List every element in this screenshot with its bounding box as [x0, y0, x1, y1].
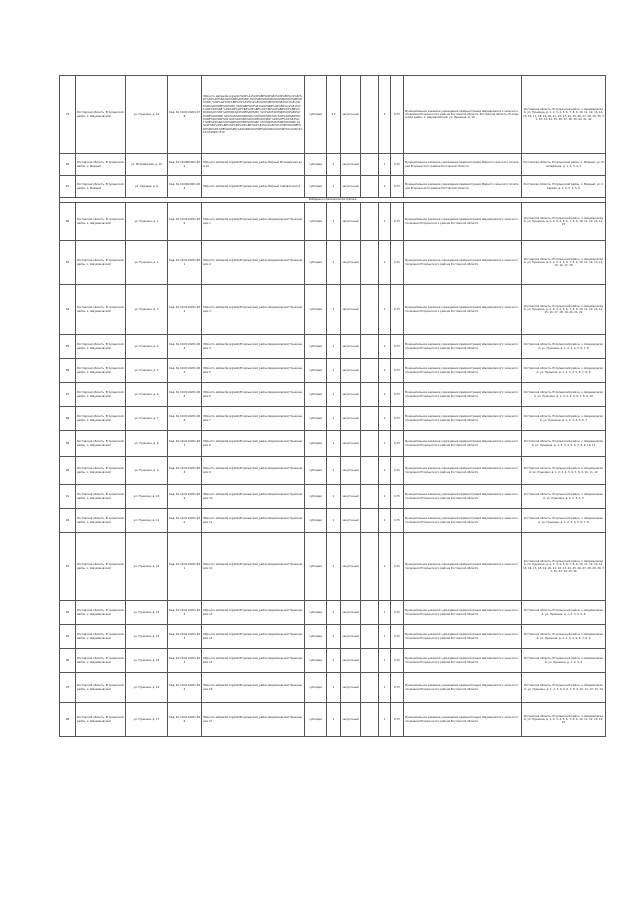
- ratio-cell: 0,75: [391, 176, 404, 198]
- notes-cell: Муниципальное казённое учреждение Администрация Мирного сельского поселения Егорлыкского района Ростовской области: [404, 154, 522, 176]
- cadastral-cell: Кад. 61:10:0110201:481: [168, 241, 202, 285]
- type-cell: субсидия: [305, 431, 327, 457]
- details-cell: Ростовская область, Егорлыкский район, х. Шаумяновский, ул. Пушкина, д. 1, 2, 3, 4, 5, 6, 7, 8, 9, 10, 11, 12, 13, 14, 15: [522, 703, 606, 737]
- table-row: [60, 203, 606, 241]
- details-cell: Ростовская область, Егорлыкский район, х. Шаумяновский, ул. Пушкина, д. 1, 2, 3, 4, 5, 6, 7: [522, 407, 606, 431]
- cadastral-cell: Кад. 61:10:0110201:494: [168, 649, 202, 673]
- blank-cell: [361, 285, 379, 335]
- cadastral-cell: Кад. 61:10:0110201:495: [168, 673, 202, 703]
- type-cell: субсидия: [305, 533, 327, 601]
- row-number: 80: [60, 154, 76, 176]
- value-cell: 1: [379, 407, 391, 431]
- blank-cell: [361, 203, 379, 241]
- details-cell: Ростовская область, Егорлыкский район, х. Шаумяновский, ул. Пушкина, д. 1, 2, 3, 4, 5, 6, 7, 8, 9, 10, 11, 12: [522, 457, 606, 485]
- kind-cell: закупочный: [341, 509, 361, 533]
- notes-cell: Муниципальное казённое учреждение Администрация Шаумяновского сельского поселения Егорлыкского района Ростовской области: [404, 625, 522, 649]
- ratio-cell: 0,75: [391, 649, 404, 673]
- owner-cell: Ростовская область, Егорлыкский район, х. Шаумяновский: [76, 241, 126, 285]
- blank-cell: [361, 76, 379, 154]
- table-row: [60, 457, 606, 485]
- address-cell: ул. Пушкина, д. 9: [126, 457, 168, 485]
- cadastral-cell: Кад. 61:10:0110201:479: [168, 76, 202, 154]
- owner-cell: Ростовская область, Егорлыкский район, х. Шаумяновский: [76, 203, 126, 241]
- blank-cell: [361, 335, 379, 359]
- table-row: [60, 673, 606, 703]
- value-cell: 1: [379, 285, 391, 335]
- link-cell[interactable]: https://ru.wikipedia.org/wiki/Егорлыкский_район Мирный Молодёжная дом 10: [202, 154, 305, 176]
- notes-cell: Муниципальное казённое учреждение Администрация Шаумяновского сельского поселения Егорлыкского района Ростовской области: [404, 383, 522, 407]
- link-cell[interactable]: https://ru.wikipedia.org/wiki/Егорлыкский_район Шаумяновский Пушкина дом 3: [202, 285, 305, 335]
- link-cell[interactable]: https://ru.wikipedia.org/wiki/%D0%A1%D0%BE%D0%B2%D0%B5%D1%82%D1%81%D0%BA%D0%B8%D0%B9_%D1%80%D0%B0%D0%B9%D0%BE%D0%BD_%D0%A0%D0%BE%D1%81%D1%82%D0%BE%D0%B2%D1%81%D0%BA%D0%BE%D0%B9_%D0%BE%D0%B1%D0%BB%D0%B0%D1%81%D1%82%D0%B8 %D0%95%D0%B3%D0%BE%D1%80%D0%BB%D1%8B%D0%BA%D1%81%D0%BA%D0%B8%D0%B9_%D1%80%D0%B0%D0%B9%D0%BE%D0%BD %D0%A8%D0%B0%D1%83%D0%BC%D1%8F%D0%BD%D0%BE%D0%B2%D1%81%D0%BA%D0%B8%D0%B9 %D0%9F%D1%83%D1%88%D0%BA%D0%B8%D0%BD%D0%B0 %D0%B4%D0%BE%D0%BC 10 %D0%BA%D0%B0%D0%B4%D0%B0%D1%81%D1%82%D1%80%D0%BE%D0%B2%D1%8B%D0%B9 %D0%BD%D0%BE%D0%BC%D0%B5%D1%80 61:10:0110201:479: [202, 76, 305, 154]
- kind-cell: закупочный: [341, 703, 361, 737]
- owner-cell: Ростовская область, Егорлыкский район, х. Шаумяновский: [76, 457, 126, 485]
- kind-cell: закупочный: [341, 431, 361, 457]
- row-number: 85: [60, 335, 76, 359]
- details-cell: Ростовская область, Егорлыкский район, х. Шаумяновский, ул. Пушкина, д. 1, 2, 3, 4, 5, 6, 7, 8, 9, 10, 11, 12, 13, 14, 15, 16, 17, 18, 19, 20, 21, 22, 23, 24, 25, 26, 27, 28, 29, 30, 31, 32, 33, 34, 35, 36, 37, 38, 39, 40, 41, 42: [522, 76, 606, 154]
- ratio-cell: 0,75: [391, 203, 404, 241]
- link-cell[interactable]: https://ru.wikipedia.org/wiki/Егорлыкский_район Шаумяновский Пушкина дом 15: [202, 649, 305, 673]
- type-cell: субсидия: [305, 176, 327, 198]
- owner-cell: Ростовская область, Егорлыкский район, х. Шаумяновский: [76, 407, 126, 431]
- link-cell[interactable]: https://ru.wikipedia.org/wiki/Егорлыкский_район Шаумяновский Пушкина дом 7: [202, 407, 305, 431]
- type-cell: субсидия: [305, 649, 327, 673]
- ratio-cell: 0,75: [391, 359, 404, 383]
- cadastral-cell: Кад. 61:10:0600001:482: [168, 154, 202, 176]
- owner-cell: Ростовская область, Егорлыкский район, х. Шаумяновский: [76, 285, 126, 335]
- value-cell: 1: [379, 673, 391, 703]
- owner-cell: Ростовская область, Егорлыкский район, х. Шаумяновский: [76, 703, 126, 737]
- address-cell: ул. Пушкина, д. 14: [126, 625, 168, 649]
- blank-cell: [361, 509, 379, 533]
- value-cell: 1: [379, 176, 391, 198]
- notes-cell: Муниципальное казённое учреждение Администрация Шаумяновского сельского поселения Егорлыкского района Ростовской области: [404, 285, 522, 335]
- address-cell: ул. Пушкина, д. 3: [126, 285, 168, 335]
- ratio-cell: 0,75: [391, 601, 404, 625]
- details-cell: Ростовская область, Егорлыкский район, х. Шаумяновский, ул. Пушкина, д. 1, 2, 3, 4, 5, 6, 7, 8, 9, 10, 11, 12, 13, 14: [522, 673, 606, 703]
- table-row: [60, 76, 606, 154]
- notes-cell: Муниципальное казённое учреждение Администрация Шаумяновского сельского поселения Егорлыкского района Ростовской области: [404, 241, 522, 285]
- table-row: [60, 335, 606, 359]
- address-cell: ул. Пушкина, д. 12: [126, 533, 168, 601]
- details-cell: Ростовская область, Егорлыкский район, х. Шаумяновский, ул. Пушкина, д. 1, 2, 3, 4, 5, 6, 7, 8, 9, 10, 11, 12, 13, 14, 15, 16, 17, 18, 19, 20, 21, 22, 23, 24, 25, 26, 27, 28, 29, 30, 31, 32, 33, 34, 35, 36: [522, 533, 606, 601]
- details-cell: Ростовская область, Егорлыкский район, х. Шаумяновский, ул. Пушкина, д. 1, 2, 3, 4, 5, 6, 7, 8, 9: [522, 359, 606, 383]
- blank-cell: [361, 673, 379, 703]
- value-cell: 1: [379, 649, 391, 673]
- table-row: [60, 509, 606, 533]
- row-number: 89: [60, 431, 76, 457]
- address-cell: ул. Пушкина, д. 2: [126, 241, 168, 285]
- count-cell: 1: [327, 407, 341, 431]
- kind-cell: закупочный: [341, 533, 361, 601]
- cadastral-cell: Кад. 61:10:0110201:492: [168, 601, 202, 625]
- owner-cell: Ростовская область, Егорлыкский район, х. Шаумяновский: [76, 485, 126, 509]
- kind-cell: закупочный: [341, 601, 361, 625]
- blank-cell: [361, 154, 379, 176]
- details-cell: Ростовская область, Егорлыкский район, х. Шаумяновский, ул. Пушкина, д. 1, 2, 3, 4, 5, 6: [522, 601, 606, 625]
- blank-cell: [361, 485, 379, 509]
- notes-cell: Муниципальное казённое учреждение Администрация Шаумяновского сельского поселения Егорлыкского района Ростовской области, Ростовская область, Егорлыкский район, х. Шаумяновский, ул. Пушкина, д. 10: [404, 76, 522, 154]
- cadastral-cell: Кад. 61:10:0600001:483: [168, 176, 202, 198]
- owner-cell: Ростовская область, Егорлыкский район, х. Шаумяновский: [76, 383, 126, 407]
- owner-cell: Ростовская область, Егорлыкский район, х. Шаумяновский: [76, 601, 126, 625]
- ratio-cell: 0,75: [391, 431, 404, 457]
- address-cell: ул. Пушкина, д. 1: [126, 203, 168, 241]
- value-cell: 1: [379, 203, 391, 241]
- owner-cell: Ростовская область, Егорлыкский район, х. Мирный: [76, 154, 126, 176]
- notes-cell: Муниципальное казённое учреждение Администрация Мирного сельского поселения Егорлыкского района Ростовской области: [404, 176, 522, 198]
- ratio-cell: 0,75: [391, 241, 404, 285]
- kind-cell: закупочный: [341, 76, 361, 154]
- link-cell[interactable]: https://ru.wikipedia.org/wiki/Егорлыкский_район Шаумяновский Пушкина дом 12: [202, 533, 305, 601]
- address-cell: ул. Пушкина, д. 8: [126, 431, 168, 457]
- type-cell: субсидия: [305, 485, 327, 509]
- details-cell: Ростовская область, Егорлыкский район, х. Шаумяновский, ул. Пушкина, д. 1, 2, 3, 4, 5, 6, 7, 8, 9, 10, 11, 12, 13, 14, 15, 16, 17, 18, 19, 20, 21, 22: [522, 285, 606, 335]
- details-cell: Ростовская область, Егорлыкский район, х. Мирный, ул. Молодёжная, д. 1, 2, 3, 4, 5: [522, 154, 606, 176]
- cadastral-cell: Кад. 61:10:0110201:488: [168, 457, 202, 485]
- table-row: [60, 431, 606, 457]
- link-cell[interactable]: https://ru.wikipedia.org/wiki/Егорлыкский_район Шаумяновский Пушкина дом 16: [202, 673, 305, 703]
- address-cell: ул. Пушкина, д. 11: [126, 509, 168, 533]
- type-cell: субсидия: [305, 154, 327, 176]
- blank-cell: [361, 359, 379, 383]
- blank-cell: [361, 703, 379, 737]
- blank-cell: [361, 383, 379, 407]
- count-cell: 1: [327, 509, 341, 533]
- link-cell[interactable]: https://ru.wikipedia.org/wiki/Егорлыкский_район Шаумяновский Пушкина дом 8: [202, 431, 305, 457]
- count-cell: 1: [327, 335, 341, 359]
- value-cell: 1: [379, 601, 391, 625]
- ratio-cell: 0,75: [391, 154, 404, 176]
- table-row: [60, 533, 606, 601]
- value-cell: 1: [379, 625, 391, 649]
- table-row: [60, 383, 606, 407]
- count-cell: 1: [327, 154, 341, 176]
- kind-cell: закупочный: [341, 457, 361, 485]
- kind-cell: закупочный: [341, 285, 361, 335]
- notes-cell: Муниципальное казённое учреждение Администрация Шаумяновского сельского поселения Егорлыкского района Ростовской области: [404, 649, 522, 673]
- count-cell: 1: [327, 285, 341, 335]
- table-row: [60, 601, 606, 625]
- notes-cell: Муниципальное казённое учреждение Администрация Шаумяновского сельского поселения Егорлыкского района Ростовской области: [404, 407, 522, 431]
- registry-table: [59, 75, 606, 737]
- link-cell[interactable]: https://ru.wikipedia.org/wiki/Егорлыкский_район Шаумяновский Пушкина дом 9: [202, 457, 305, 485]
- type-cell: субсидия: [305, 407, 327, 431]
- value-cell: 1: [379, 154, 391, 176]
- count-cell: 1: [327, 485, 341, 509]
- cadastral-cell: Кад. 61:10:0110201:489: [168, 485, 202, 509]
- notes-cell: Муниципальное казённое учреждение Администрация Шаумяновского сельского поселения Егорлыкского района Ростовской области: [404, 673, 522, 703]
- row-number: 84: [60, 285, 76, 335]
- blank-cell: [361, 601, 379, 625]
- kind-cell: закупочный: [341, 241, 361, 285]
- details-cell: Ростовская область, Егорлыкский район, х. Шаумяновский, ул. Пушкина, д. 1, 2, 3, 4, 5, 6, 7, 8, 9, 10, 11, 12, 13, 14, 15, 16, 17, 18: [522, 241, 606, 285]
- details-cell: Ростовская область, Егорлыкский район, х. Шаумяновский, ул. Пушкина, д. 1, 2, 3, 4, 5, 6, 7, 8, 9, 10, 11: [522, 431, 606, 457]
- address-cell: ул. Пушкина, д. 10: [126, 76, 168, 154]
- address-cell: ул. Пушкина, д. 10: [126, 485, 168, 509]
- cadastral-cell: Кад. 61:10:0110201:484: [168, 359, 202, 383]
- row-number: 83: [60, 241, 76, 285]
- kind-cell: закупочный: [341, 625, 361, 649]
- blank-cell: [361, 407, 379, 431]
- table-row: [60, 285, 606, 335]
- type-cell: субсидия: [305, 601, 327, 625]
- count-cell: 1: [327, 457, 341, 485]
- value-cell: 1: [379, 509, 391, 533]
- value-cell: 1: [379, 383, 391, 407]
- kind-cell: закупочный: [341, 383, 361, 407]
- value-cell: 1: [379, 241, 391, 285]
- link-cell[interactable]: https://ru.wikipedia.org/wiki/Егорлыкский_район Шаумяновский Пушкина дом 4: [202, 335, 305, 359]
- value-cell: 1: [379, 431, 391, 457]
- link-cell[interactable]: https://ru.wikipedia.org/wiki/Егорлыкский_район Шаумяновский Пушкина дом 17: [202, 703, 305, 737]
- count-cell: 1: [327, 359, 341, 383]
- type-cell: субсидия: [305, 203, 327, 241]
- blank-cell: [361, 649, 379, 673]
- row-number: 97: [60, 673, 76, 703]
- kind-cell: закупочный: [341, 154, 361, 176]
- count-cell: 1: [327, 533, 341, 601]
- address-cell: ул. Пушкина, д. 6: [126, 383, 168, 407]
- count-cell: 1: [327, 649, 341, 673]
- type-cell: субсидия: [305, 383, 327, 407]
- notes-cell: Муниципальное казённое учреждение Администрация Шаумяновского сельского поселения Егорлыкского района Ростовской области: [404, 335, 522, 359]
- ratio-cell: 0,75: [391, 533, 404, 601]
- owner-cell: Ростовская область, Егорлыкский район, х. Шаумяновский: [76, 649, 126, 673]
- details-cell: Ростовская область, Егорлыкский район, х. Шаумяновский, ул. Пушкина, д. 1, 2, 3, 4, 5: [522, 485, 606, 509]
- owner-cell: Ростовская область, Егорлыкский район, х. Шаумяновский: [76, 359, 126, 383]
- ratio-cell: 0,75: [391, 457, 404, 485]
- count-cell: 1: [327, 703, 341, 737]
- address-cell: ул. Пушкина, д. 13: [126, 601, 168, 625]
- blank-cell: [361, 431, 379, 457]
- kind-cell: закупочный: [341, 359, 361, 383]
- kind-cell: закупочный: [341, 203, 361, 241]
- owner-cell: Ростовская область, Егорлыкский район, х. Мирный: [76, 176, 126, 198]
- type-cell: субсидия: [305, 509, 327, 533]
- value-cell: 3: [379, 76, 391, 154]
- notes-cell: Муниципальное казённое учреждение Администрация Шаумяновского сельского поселения Егорлыкского района Ростовской области: [404, 485, 522, 509]
- ratio-cell: 0,75: [391, 76, 404, 154]
- address-cell: ул. Пушкина, д. 7: [126, 407, 168, 431]
- blank-cell: [361, 625, 379, 649]
- owner-cell: Ростовская область, Егорлыкский район, х. Шаумяновский: [76, 335, 126, 359]
- table-row: [60, 703, 606, 737]
- notes-cell: Муниципальное казённое учреждение Администрация Шаумяновского сельского поселения Егорлыкского района Ростовской области: [404, 457, 522, 485]
- kind-cell: закупочный: [341, 176, 361, 198]
- address-cell: ул. Садовая, д. 6: [126, 176, 168, 198]
- row-number: 79: [60, 76, 76, 154]
- ratio-cell: 0,75: [391, 383, 404, 407]
- type-cell: субсидия: [305, 457, 327, 485]
- link-cell[interactable]: https://ru.wikipedia.org/wiki/Егорлыкский_район Шаумяновский Пушкина дом 11: [202, 509, 305, 533]
- address-cell: ул. Пушкина, д. 15: [126, 649, 168, 673]
- address-cell: ул. Молодёжная, д. 10: [126, 154, 168, 176]
- details-cell: Ростовская область, Егорлыкский район, х. Шаумяновский, ул. Пушкина, д. 1, 2, 3, 4, 5, 6, 7, 8, 9, 10: [522, 383, 606, 407]
- owner-cell: Ростовская область, Егорлыкский район, х. Шаумяновский: [76, 509, 126, 533]
- notes-cell: Муниципальное казённое учреждение Администрация Шаумяновского сельского поселения Егорлыкского района Ростовской области: [404, 601, 522, 625]
- type-cell: субсидия: [305, 359, 327, 383]
- link-cell[interactable]: https://ru.wikipedia.org/wiki/Егорлыкский_район Шаумяновский Пушкина дом 10: [202, 485, 305, 509]
- blank-cell: [361, 176, 379, 198]
- row-number: 88: [60, 407, 76, 431]
- row-number: 90: [60, 457, 76, 485]
- type-cell: субсидия: [305, 335, 327, 359]
- row-number: 91: [60, 485, 76, 509]
- count-cell: 4,2: [327, 76, 341, 154]
- table-row: [60, 241, 606, 285]
- type-cell: субсидия: [305, 703, 327, 737]
- count-cell: 1: [327, 625, 341, 649]
- row-number: 86: [60, 359, 76, 383]
- notes-cell: Муниципальное казённое учреждение Администрация Шаумяновского сельского поселения Егорлыкского района Ростовской области: [404, 203, 522, 241]
- cadastral-cell: Кад. 61:10:0110201:496: [168, 703, 202, 737]
- type-cell: субсидия: [305, 285, 327, 335]
- details-cell: Ростовская область, Егорлыкский район, х. Шаумяновский, ул. Пушкина, д. 1, 2, 3, 4, 5, 6, 7, 8: [522, 335, 606, 359]
- details-cell: Ростовская область, Егорлыкский район, х. Шаумяновский, ул. Пушкина, д. 1, 2, 3, 4: [522, 649, 606, 673]
- kind-cell: закупочный: [341, 649, 361, 673]
- notes-cell: Муниципальное казённое учреждение Администрация Шаумяновского сельского поселения Егорлыкского района Ростовской области: [404, 359, 522, 383]
- cadastral-cell: Кад. 61:10:0110201:486: [168, 407, 202, 431]
- ratio-cell: 0,75: [391, 485, 404, 509]
- cadastral-cell: Кад. 61:10:0110201:490: [168, 509, 202, 533]
- kind-cell: закупочный: [341, 485, 361, 509]
- cadastral-cell: Кад. 61:10:0110201:487: [168, 431, 202, 457]
- cadastral-cell: Кад. 61:10:0110201:485: [168, 383, 202, 407]
- table-row: [60, 625, 606, 649]
- link-cell[interactable]: https://ru.wikipedia.org/wiki/Егорлыкский_район Шаумяновский Пушкина дом 2: [202, 241, 305, 285]
- owner-cell: Ростовская область, Егорлыкский район, х. Шаумяновский: [76, 76, 126, 154]
- table-row: [60, 649, 606, 673]
- address-cell: ул. Пушкина, д. 17: [126, 703, 168, 737]
- cadastral-cell: Кад. 61:10:0110201:482: [168, 285, 202, 335]
- count-cell: 1: [327, 431, 341, 457]
- row-number: 96: [60, 649, 76, 673]
- address-cell: ул. Пушкина, д. 16: [126, 673, 168, 703]
- kind-cell: закупочный: [341, 407, 361, 431]
- row-number: 82: [60, 203, 76, 241]
- row-number: 92: [60, 509, 76, 533]
- blank-cell: [361, 533, 379, 601]
- details-cell: Ростовская область, Егорлыкский район, х. Шаумяновский, ул. Пушкина, д. 1, 2, 3, 4, 5, 6, 7, 8, 9, 10, 11, 12, 13, 14, 15: [522, 203, 606, 241]
- count-cell: 1: [327, 673, 341, 703]
- ratio-cell: 0,75: [391, 625, 404, 649]
- address-cell: ул. Пушкина, д. 5: [126, 359, 168, 383]
- details-cell: Ростовская область, Егорлыкский район, х. Шаумяновский, ул. Пушкина, д. 1, 2, 3, 4, 5, 6, 7, 8: [522, 509, 606, 533]
- blank-cell: [361, 241, 379, 285]
- notes-cell: Муниципальное казённое учреждение Администрация Шаумяновского сельского поселения Егорлыкского района Ростовской области: [404, 703, 522, 737]
- row-number: 95: [60, 625, 76, 649]
- link-cell[interactable]: https://ru.wikipedia.org/wiki/Егорлыкский_район Шаумяновский Пушкина дом 1: [202, 203, 305, 241]
- owner-cell: Ростовская область, Егорлыкский район, х. Шаумяновский: [76, 625, 126, 649]
- value-cell: 1: [379, 457, 391, 485]
- ratio-cell: 0,75: [391, 285, 404, 335]
- address-cell: ул. Пушкина, д. 4: [126, 335, 168, 359]
- section-label: Кабардинско-Балкарская Республика: [60, 198, 606, 203]
- value-cell: 1: [379, 485, 391, 509]
- row-number: 98: [60, 703, 76, 737]
- ratio-cell: 0,75: [391, 335, 404, 359]
- cadastral-cell: Кад. 61:10:0110201:491: [168, 533, 202, 601]
- link-cell[interactable]: https://ru.wikipedia.org/wiki/Егорлыкский_район Мирный Садовая дом 6: [202, 176, 305, 198]
- row-number: 93: [60, 533, 76, 601]
- count-cell: 1: [327, 203, 341, 241]
- table-body: [60, 76, 606, 737]
- row-number: 94: [60, 601, 76, 625]
- ratio-cell: 0,75: [391, 673, 404, 703]
- count-cell: 1: [327, 601, 341, 625]
- ratio-cell: 0,75: [391, 703, 404, 737]
- value-cell: 1: [379, 359, 391, 383]
- value-cell: 1: [379, 703, 391, 737]
- count-cell: 1: [327, 241, 341, 285]
- kind-cell: закупочный: [341, 335, 361, 359]
- table-row: [60, 176, 606, 198]
- table-row: [60, 359, 606, 383]
- notes-cell: Муниципальное казённое учреждение Администрация Шаумяновского сельского поселения Егорлыкского района Ростовской области: [404, 509, 522, 533]
- type-cell: субсидия: [305, 625, 327, 649]
- value-cell: 1: [379, 335, 391, 359]
- count-cell: 1: [327, 176, 341, 198]
- cadastral-cell: Кад. 61:10:0110201:493: [168, 625, 202, 649]
- link-cell[interactable]: https://ru.wikipedia.org/wiki/Егорлыкский_район Шаумяновский Пушкина дом 14: [202, 625, 305, 649]
- count-cell: 1: [327, 383, 341, 407]
- table-row: [60, 485, 606, 509]
- owner-cell: Ростовская область, Егорлыкский район, х. Шаумяновский: [76, 673, 126, 703]
- row-number: 87: [60, 383, 76, 407]
- link-cell[interactable]: https://ru.wikipedia.org/wiki/Егорлыкский_район Шаумяновский Пушкина дом 13: [202, 601, 305, 625]
- owner-cell: Ростовская область, Егорлыкский район, х. Шаумяновский: [76, 533, 126, 601]
- type-cell: субсидия: [305, 673, 327, 703]
- link-cell[interactable]: https://ru.wikipedia.org/wiki/Егорлыкский_район Шаумяновский Пушкина дом 6: [202, 383, 305, 407]
- details-cell: Ростовская область, Егорлыкский район, х. Шаумяновский, ул. Пушкина, д. 1, 2, 3, 4, 5, 6, 7, 8, 9: [522, 625, 606, 649]
- table-row: [60, 407, 606, 431]
- notes-cell: Муниципальное казённое учреждение Администрация Шаумяновского сельского поселения Егорлыкского района Ростовской области: [404, 533, 522, 601]
- notes-cell: Муниципальное казённое учреждение Администрация Шаумяновского сельского поселения Егорлыкского района Ростовской области: [404, 431, 522, 457]
- ratio-cell: 0,75: [391, 509, 404, 533]
- row-number: 81: [60, 176, 76, 198]
- details-cell: Ростовская область, Егорлыкский район, х. Мирный, ул. Садовая, д. 1, 2, 3, 4, 5, 6: [522, 176, 606, 198]
- type-cell: субсидия: [305, 76, 327, 154]
- type-cell: субсидия: [305, 241, 327, 285]
- cadastral-cell: Кад. 61:10:0110201:480: [168, 203, 202, 241]
- value-cell: 1: [379, 533, 391, 601]
- link-cell[interactable]: https://ru.wikipedia.org/wiki/Егорлыкский_район Шаумяновский Пушкина дом 5: [202, 359, 305, 383]
- kind-cell: закупочный: [341, 673, 361, 703]
- cadastral-cell: Кад. 61:10:0110201:483: [168, 335, 202, 359]
- ratio-cell: 0,75: [391, 407, 404, 431]
- table-row: [60, 154, 606, 176]
- blank-cell: [361, 457, 379, 485]
- owner-cell: Ростовская область, Егорлыкский район, х. Шаумяновский: [76, 431, 126, 457]
